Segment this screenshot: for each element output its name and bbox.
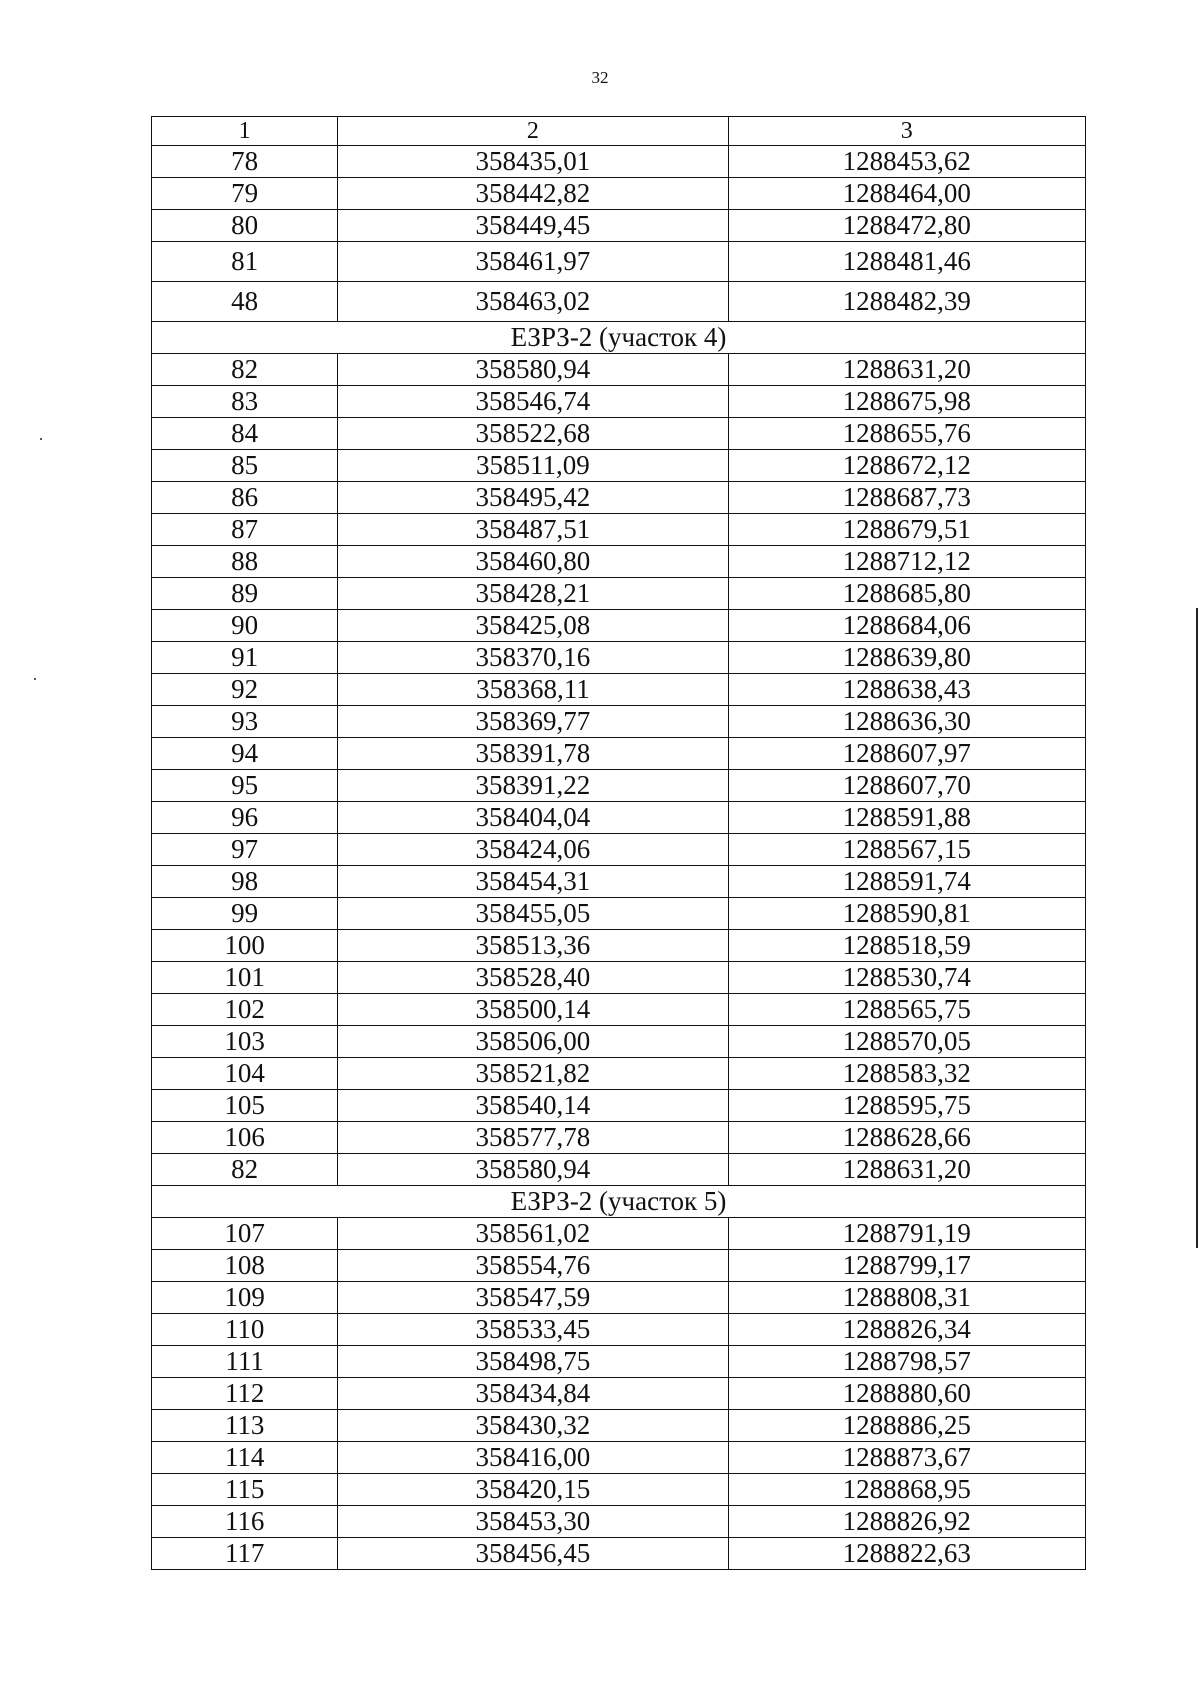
x-coordinate-cell: 358453,30 [338, 1506, 728, 1538]
point-number-cell: 103 [152, 1026, 338, 1058]
point-number-cell: 87 [152, 514, 338, 546]
y-coordinate-cell: 1288530,74 [728, 962, 1085, 994]
y-coordinate-cell: 1288591,88 [728, 802, 1085, 834]
x-coordinate-cell: 358521,82 [338, 1058, 728, 1090]
page-number: 32 [591, 68, 609, 87]
y-coordinate-cell: 1288590,81 [728, 898, 1085, 930]
table-row [152, 1378, 1086, 1410]
point-number-cell: 98 [152, 866, 338, 898]
column-header: 1 [152, 117, 338, 146]
table-header-row [152, 117, 1086, 146]
point-number-cell: 95 [152, 770, 338, 802]
table-row [152, 770, 1086, 802]
table-row [152, 1346, 1086, 1378]
point-number-cell: 96 [152, 802, 338, 834]
y-coordinate-cell: 1288826,92 [728, 1506, 1085, 1538]
y-coordinate-cell: 1288628,66 [728, 1122, 1085, 1154]
x-coordinate-cell: 358460,80 [338, 546, 728, 578]
point-number-cell: 100 [152, 930, 338, 962]
y-coordinate-cell: 1288595,75 [728, 1090, 1085, 1122]
x-coordinate-cell: 358435,01 [338, 146, 728, 178]
y-coordinate-cell: 1288687,73 [728, 482, 1085, 514]
table-row [152, 802, 1086, 834]
y-coordinate-cell: 1288880,60 [728, 1378, 1085, 1410]
y-coordinate-cell: 1288808,31 [728, 1282, 1085, 1314]
table-row [152, 418, 1086, 450]
point-number-cell: 107 [152, 1218, 338, 1250]
x-coordinate-cell: 358511,09 [338, 450, 728, 482]
column-header: 3 [728, 117, 1085, 146]
table-row [152, 994, 1086, 1026]
point-number-cell: 94 [152, 738, 338, 770]
table-row [152, 738, 1086, 770]
point-number-cell: 48 [152, 282, 338, 322]
y-coordinate-cell: 1288639,80 [728, 642, 1085, 674]
scan-edge-line [1196, 608, 1198, 1248]
point-number-cell: 105 [152, 1090, 338, 1122]
point-number-cell: 81 [152, 242, 338, 282]
section-title: ЕЗРЗ-2 (участок 5) [152, 1186, 1086, 1218]
y-coordinate-cell: 1288873,67 [728, 1442, 1085, 1474]
table-row [152, 282, 1086, 322]
table-row [152, 674, 1086, 706]
x-coordinate-cell: 358442,82 [338, 178, 728, 210]
point-number-cell: 82 [152, 354, 338, 386]
point-number-cell: 114 [152, 1442, 338, 1474]
point-number-cell: 84 [152, 418, 338, 450]
table-row [152, 962, 1086, 994]
table-row [152, 1538, 1086, 1570]
table-row [152, 834, 1086, 866]
table-row [152, 610, 1086, 642]
y-coordinate-cell: 1288607,97 [728, 738, 1085, 770]
coordinates-table-body [152, 117, 1086, 1570]
x-coordinate-cell: 358500,14 [338, 994, 728, 1026]
x-coordinate-cell: 358528,40 [338, 962, 728, 994]
point-number-cell: 90 [152, 610, 338, 642]
x-coordinate-cell: 358420,15 [338, 1474, 728, 1506]
table-row [152, 482, 1086, 514]
point-number-cell: 99 [152, 898, 338, 930]
y-coordinate-cell: 1288638,43 [728, 674, 1085, 706]
x-coordinate-cell: 358546,74 [338, 386, 728, 418]
table-row [152, 1506, 1086, 1538]
table-row [152, 1314, 1086, 1346]
point-number-cell: 102 [152, 994, 338, 1026]
y-coordinate-cell: 1288607,70 [728, 770, 1085, 802]
table-row [152, 1058, 1086, 1090]
x-coordinate-cell: 358522,68 [338, 418, 728, 450]
y-coordinate-cell: 1288798,57 [728, 1346, 1085, 1378]
point-number-cell: 79 [152, 178, 338, 210]
x-coordinate-cell: 358416,00 [338, 1442, 728, 1474]
point-number-cell: 78 [152, 146, 338, 178]
table-row [152, 866, 1086, 898]
table-row [152, 546, 1086, 578]
column-header: 2 [338, 117, 728, 146]
point-number-cell: 86 [152, 482, 338, 514]
x-coordinate-cell: 358580,94 [338, 1154, 728, 1186]
point-number-cell: 115 [152, 1474, 338, 1506]
y-coordinate-cell: 1288672,12 [728, 450, 1085, 482]
x-coordinate-cell: 358577,78 [338, 1122, 728, 1154]
y-coordinate-cell: 1288631,20 [728, 354, 1085, 386]
scan-speck [40, 438, 42, 440]
x-coordinate-cell: 358424,06 [338, 834, 728, 866]
x-coordinate-cell: 358513,36 [338, 930, 728, 962]
section-title-row [152, 1186, 1086, 1218]
y-coordinate-cell: 1288570,05 [728, 1026, 1085, 1058]
point-number-cell: 83 [152, 386, 338, 418]
point-number-cell: 112 [152, 1378, 338, 1410]
point-number-cell: 92 [152, 674, 338, 706]
point-number-cell: 109 [152, 1282, 338, 1314]
x-coordinate-cell: 358449,45 [338, 210, 728, 242]
table-row [152, 1282, 1086, 1314]
point-number-cell: 106 [152, 1122, 338, 1154]
point-number-cell: 116 [152, 1506, 338, 1538]
y-coordinate-cell: 1288822,63 [728, 1538, 1085, 1570]
y-coordinate-cell: 1288791,19 [728, 1218, 1085, 1250]
y-coordinate-cell: 1288567,15 [728, 834, 1085, 866]
table-row [152, 146, 1086, 178]
point-number-cell: 110 [152, 1314, 338, 1346]
x-coordinate-cell: 358455,05 [338, 898, 728, 930]
x-coordinate-cell: 358391,22 [338, 770, 728, 802]
table-row [152, 1410, 1086, 1442]
y-coordinate-cell: 1288481,46 [728, 242, 1085, 282]
x-coordinate-cell: 358561,02 [338, 1218, 728, 1250]
point-number-cell: 111 [152, 1346, 338, 1378]
point-number-cell: 88 [152, 546, 338, 578]
point-number-cell: 93 [152, 706, 338, 738]
table-row [152, 706, 1086, 738]
x-coordinate-cell: 358540,14 [338, 1090, 728, 1122]
table-row [152, 178, 1086, 210]
y-coordinate-cell: 1288679,51 [728, 514, 1085, 546]
table-row [152, 642, 1086, 674]
table-row [152, 1090, 1086, 1122]
coordinates-table [151, 116, 1086, 1570]
y-coordinate-cell: 1288712,12 [728, 546, 1085, 578]
table-row [152, 450, 1086, 482]
y-coordinate-cell: 1288472,80 [728, 210, 1085, 242]
x-coordinate-cell: 358434,84 [338, 1378, 728, 1410]
x-coordinate-cell: 358369,77 [338, 706, 728, 738]
table-row [152, 354, 1086, 386]
table-row [152, 210, 1086, 242]
point-number-cell: 113 [152, 1410, 338, 1442]
table-row [152, 930, 1086, 962]
table-row [152, 514, 1086, 546]
y-coordinate-cell: 1288583,32 [728, 1058, 1085, 1090]
y-coordinate-cell: 1288482,39 [728, 282, 1085, 322]
x-coordinate-cell: 358487,51 [338, 514, 728, 546]
y-coordinate-cell: 1288685,80 [728, 578, 1085, 610]
table-row [152, 1154, 1086, 1186]
table-row [152, 1474, 1086, 1506]
y-coordinate-cell: 1288868,95 [728, 1474, 1085, 1506]
x-coordinate-cell: 358580,94 [338, 354, 728, 386]
y-coordinate-cell: 1288675,98 [728, 386, 1085, 418]
x-coordinate-cell: 358461,97 [338, 242, 728, 282]
x-coordinate-cell: 358391,78 [338, 738, 728, 770]
table-row [152, 1026, 1086, 1058]
y-coordinate-cell: 1288518,59 [728, 930, 1085, 962]
point-number-cell: 97 [152, 834, 338, 866]
table-row [152, 1122, 1086, 1154]
y-coordinate-cell: 1288591,74 [728, 866, 1085, 898]
y-coordinate-cell: 1288655,76 [728, 418, 1085, 450]
y-coordinate-cell: 1288826,34 [728, 1314, 1085, 1346]
point-number-cell: 117 [152, 1538, 338, 1570]
table-row [152, 386, 1086, 418]
x-coordinate-cell: 358404,04 [338, 802, 728, 834]
y-coordinate-cell: 1288799,17 [728, 1250, 1085, 1282]
point-number-cell: 101 [152, 962, 338, 994]
y-coordinate-cell: 1288631,20 [728, 1154, 1085, 1186]
y-coordinate-cell: 1288464,00 [728, 178, 1085, 210]
section-title: ЕЗРЗ-2 (участок 4) [152, 322, 1086, 354]
x-coordinate-cell: 358463,02 [338, 282, 728, 322]
table-row [152, 1442, 1086, 1474]
y-coordinate-cell: 1288453,62 [728, 146, 1085, 178]
x-coordinate-cell: 358430,32 [338, 1410, 728, 1442]
y-coordinate-cell: 1288636,30 [728, 706, 1085, 738]
table-row [152, 1250, 1086, 1282]
x-coordinate-cell: 358454,31 [338, 866, 728, 898]
y-coordinate-cell: 1288565,75 [728, 994, 1085, 1026]
x-coordinate-cell: 358498,75 [338, 1346, 728, 1378]
point-number-cell: 82 [152, 1154, 338, 1186]
point-number-cell: 104 [152, 1058, 338, 1090]
scan-speck [34, 678, 36, 680]
y-coordinate-cell: 1288684,06 [728, 610, 1085, 642]
table-row [152, 578, 1086, 610]
x-coordinate-cell: 358506,00 [338, 1026, 728, 1058]
point-number-cell: 89 [152, 578, 338, 610]
point-number-cell: 80 [152, 210, 338, 242]
point-number-cell: 85 [152, 450, 338, 482]
table-row [152, 898, 1086, 930]
x-coordinate-cell: 358368,11 [338, 674, 728, 706]
x-coordinate-cell: 358495,42 [338, 482, 728, 514]
table-row [152, 1218, 1086, 1250]
y-coordinate-cell: 1288886,25 [728, 1410, 1085, 1442]
x-coordinate-cell: 358428,21 [338, 578, 728, 610]
x-coordinate-cell: 358370,16 [338, 642, 728, 674]
x-coordinate-cell: 358425,08 [338, 610, 728, 642]
x-coordinate-cell: 358533,45 [338, 1314, 728, 1346]
point-number-cell: 108 [152, 1250, 338, 1282]
section-title-row [152, 322, 1086, 354]
table-row [152, 242, 1086, 282]
point-number-cell: 91 [152, 642, 338, 674]
x-coordinate-cell: 358554,76 [338, 1250, 728, 1282]
x-coordinate-cell: 358456,45 [338, 1538, 728, 1570]
x-coordinate-cell: 358547,59 [338, 1282, 728, 1314]
